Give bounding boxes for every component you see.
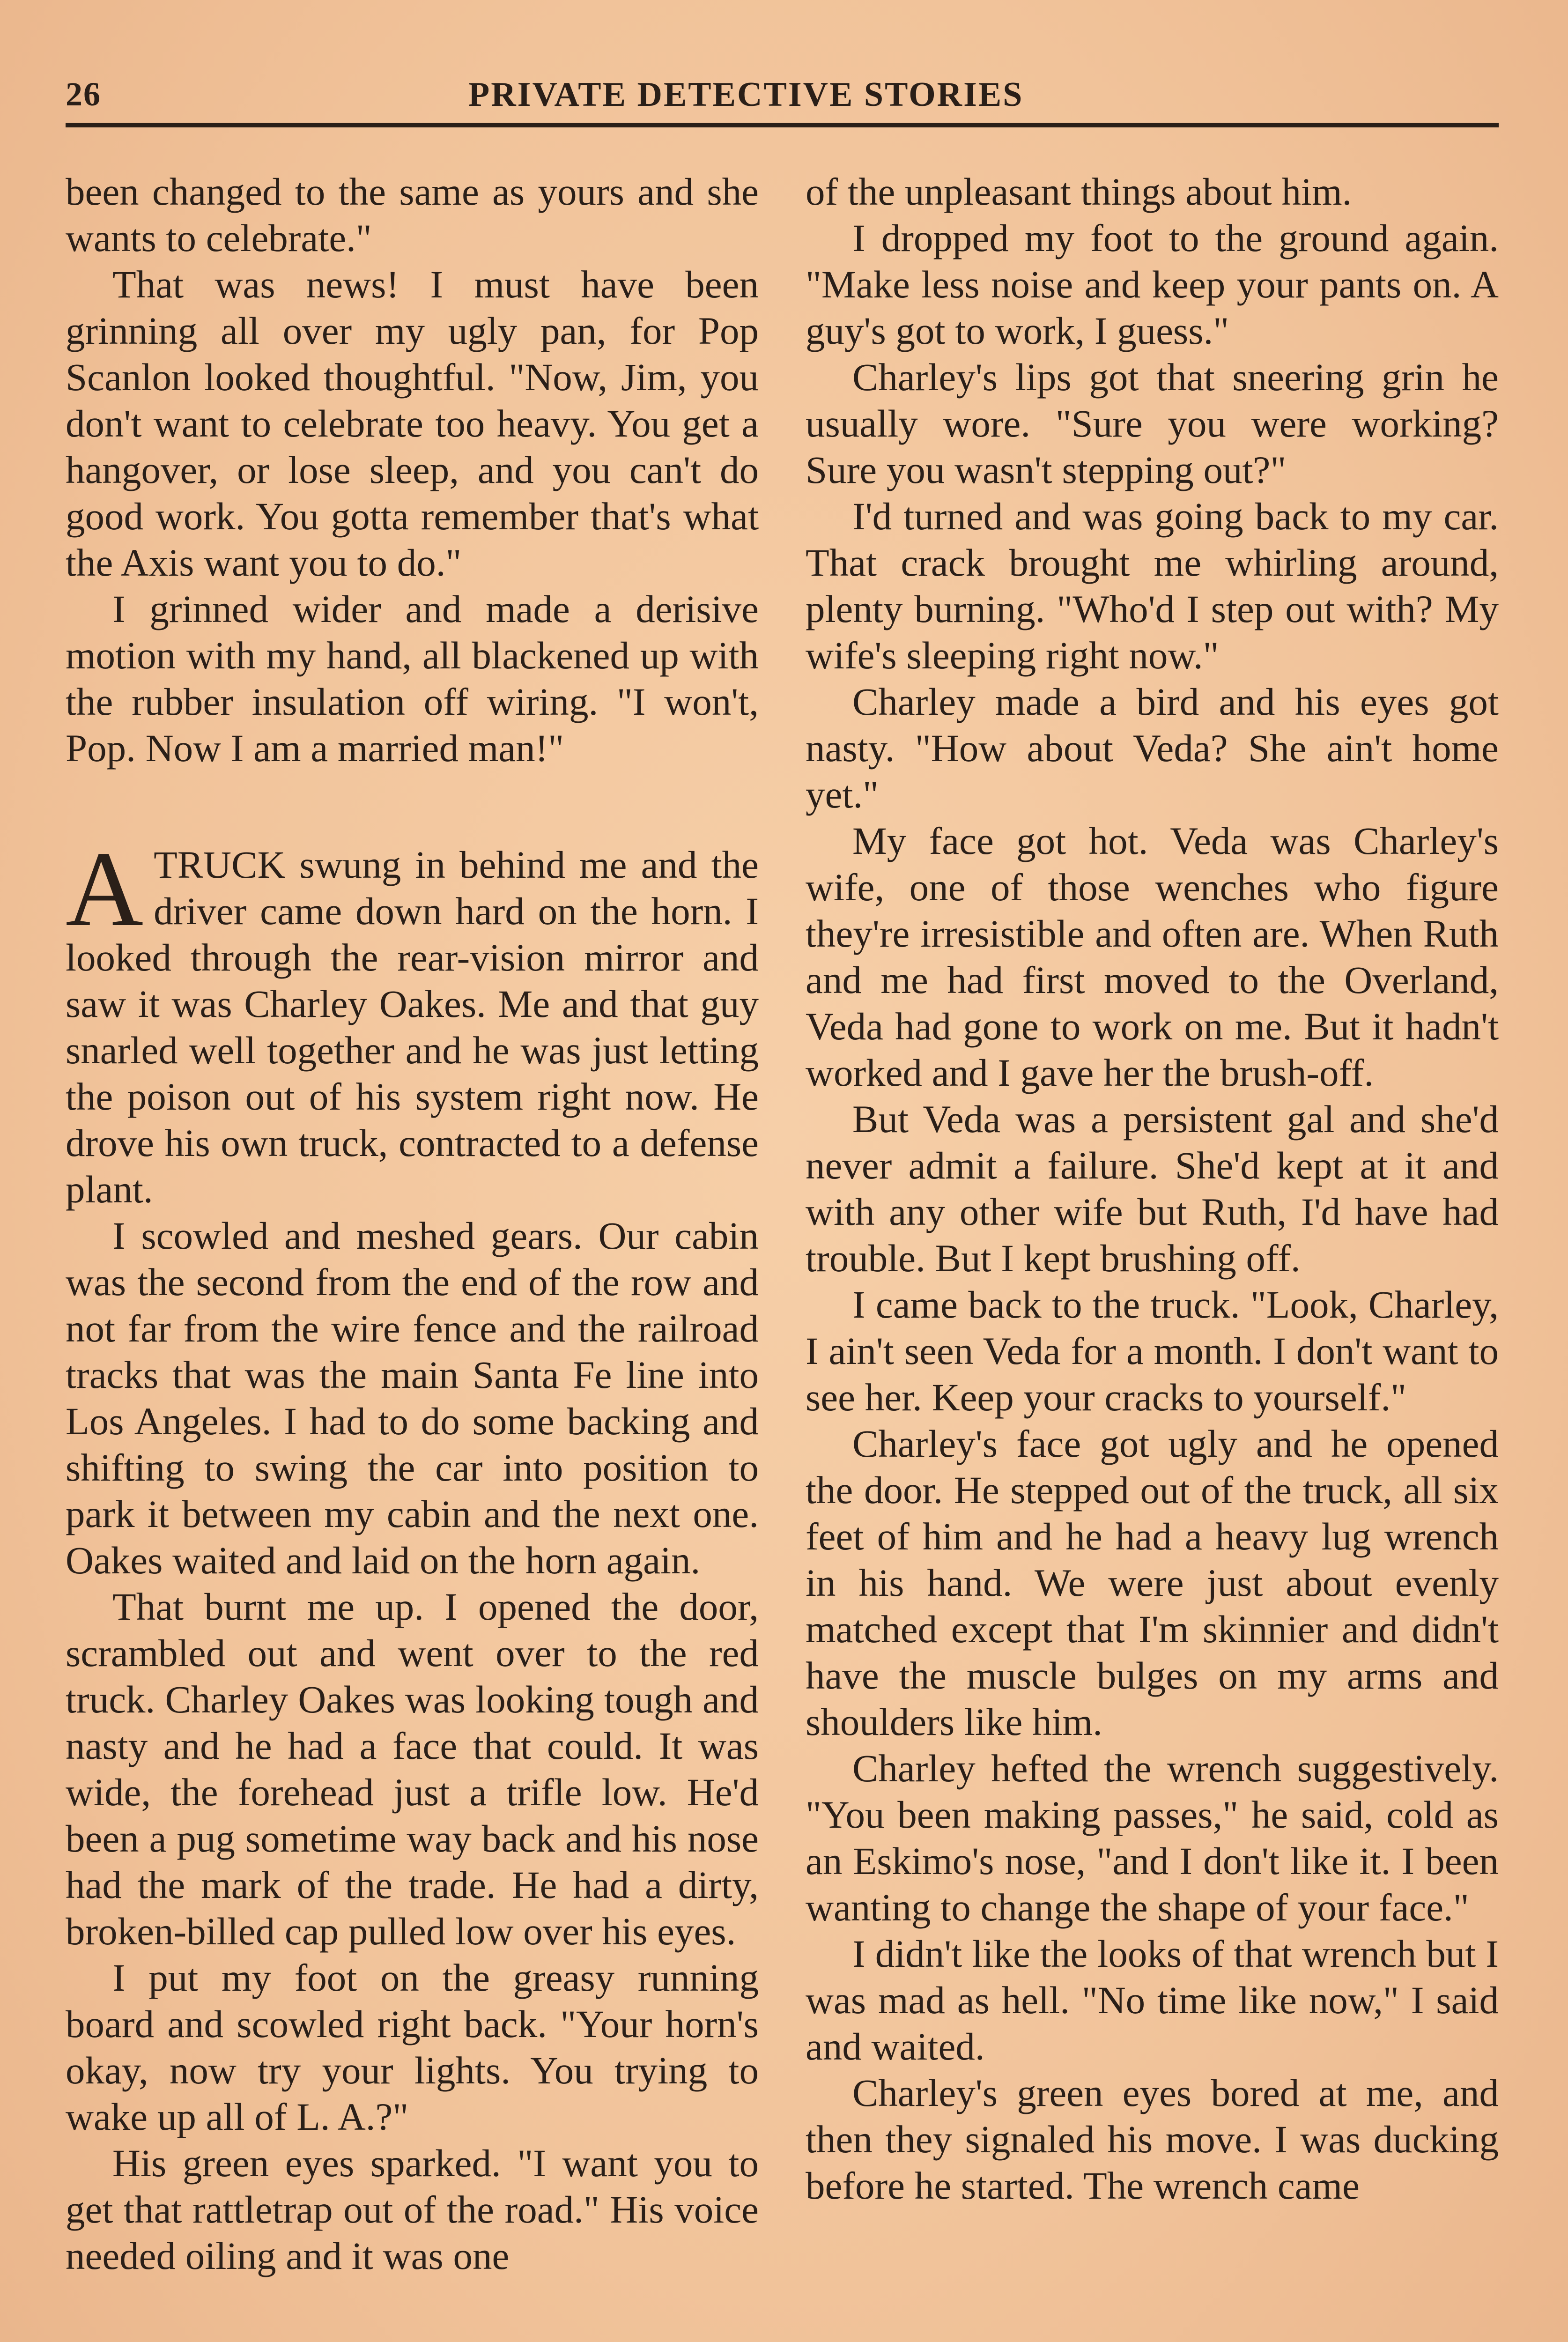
- paragraph-text: TRUCK swung in behind me and the driver came down hard on the horn. I looked through the rear-vision mirror and saw it was Charley Oakes. Me and that guy snarled well together and he was just letting the poison out of his system right now. He drove his own truck, contracted to a defense plant.: [66, 843, 759, 1211]
- paragraph: But Veda was a persistent gal and she'd never admit a failure. She'd kept at it and with any other wife but Ruth, I'd have had trouble. But I kept brushing off.: [806, 1097, 1499, 1280]
- page-header: [66, 70, 1494, 117]
- page-number: 26: [66, 75, 101, 113]
- paragraph: That burnt me up. I opened the door, scrambled out and went over to the red truck. Charley Oakes was looking tough and nasty and he had a face that could. It was wide, the forehead just a trifle low. He'd been a pug sometime way back and his nose had the mark of the trade. He had a dirty, broken-billed cap pulled low over his eyes.: [66, 1585, 759, 1953]
- paragraph: been changed to the same as yours and she wants to celebrate.": [66, 170, 759, 259]
- left-column: [66, 169, 759, 2279]
- paragraph: My face got hot. Veda was Charley's wife, one of those wenches who figure they're irresistible and often are. When Ruth and me had first moved to the Overland, Veda had gone to work on me. But it hadn't worked and I gave her the brush-off.: [806, 819, 1499, 1094]
- paragraph-with-dropcap: [66, 829, 759, 1213]
- paragraph: Charley made a bird and his eyes got nasty. "How about Veda? She ain't home yet.": [806, 680, 1499, 816]
- paragraph: I grinned wider and made a derisive motion with my hand, all blackened up with the rubber insulation off wiring. "I won't, Pop. Now I am a married man!": [66, 587, 759, 770]
- paragraph: I dropped my foot to the ground again. "Make less noise and keep your pants on. A guy's got to work, I guess.": [806, 216, 1499, 352]
- paragraph: I didn't like the looks of that wrench but I was mad as hell. "No time like now," I said and waited.: [806, 1932, 1499, 2068]
- paragraph: I put my foot on the greasy running board and scowled right back. "Your horn's okay, now try your lights. You trying to wake up all of L. A.?": [66, 1956, 759, 2138]
- paragraph: I came back to the truck. "Look, Charley, I ain't seen Veda for a month. I don't want to see her. Keep your cracks to yourself.": [806, 1283, 1499, 1419]
- running-title: PRIVATE DETECTIVE STORIES: [468, 75, 1024, 114]
- paragraph: That was news! I must have been grinning all over my ugly pan, for Pop Scanlon looked thoughtful. "Now, Jim, you don't want to celebrate too heavy. You get a hangover, or lose sleep, and you can't do good work. You gotta remember that's what the Axis want you to do.": [66, 263, 759, 584]
- paragraph: His green eyes sparked. "I want you to get that rattletrap out of the road." His voice needed oiling and it was one: [66, 2142, 759, 2277]
- paragraph: Charley's green eyes bored at me, and then they signaled his move. I was ducking before he started. The wrench came: [806, 2071, 1499, 2207]
- header-rule: [66, 123, 1499, 127]
- paragraph: Charley's face got ugly and he opened the door. He stepped out of the truck, all six feet of him and he had a heavy lug wrench in his hand. We were just about evenly matched except that I'm skinnier and didn't have the muscle bulges on my arms and shoulders like him.: [806, 1422, 1499, 1743]
- paragraph: I scowled and meshed gears. Our cabin was the second from the end of the row and not far from the wire fence and the railroad tracks that was the main Santa Fe line into Los Angeles. I had to do some backing and shifting to swing the car into position to park it between my cabin and the next one. Oakes waited and laid on the horn again.: [66, 1214, 759, 1582]
- drop-cap: A: [66, 829, 144, 949]
- right-column: [806, 169, 1499, 2209]
- paragraph: I'd turned and was going back to my car. That crack brought me whirling around, plenty burning. "Who'd I step out with? My wife's sleeping right now.": [806, 495, 1499, 677]
- paragraph: Charley's lips got that sneering grin he usually wore. "Sure you were working? Sure you wasn't stepping out?": [806, 356, 1499, 491]
- paragraph: Charley hefted the wrench suggestively. "You been making passes," he said, cold as an Eskimo's nose, "and I don't like it. I been wanting to change the shape of your face.": [806, 1747, 1499, 1929]
- paragraph: of the unpleasant things about him.: [806, 170, 1352, 213]
